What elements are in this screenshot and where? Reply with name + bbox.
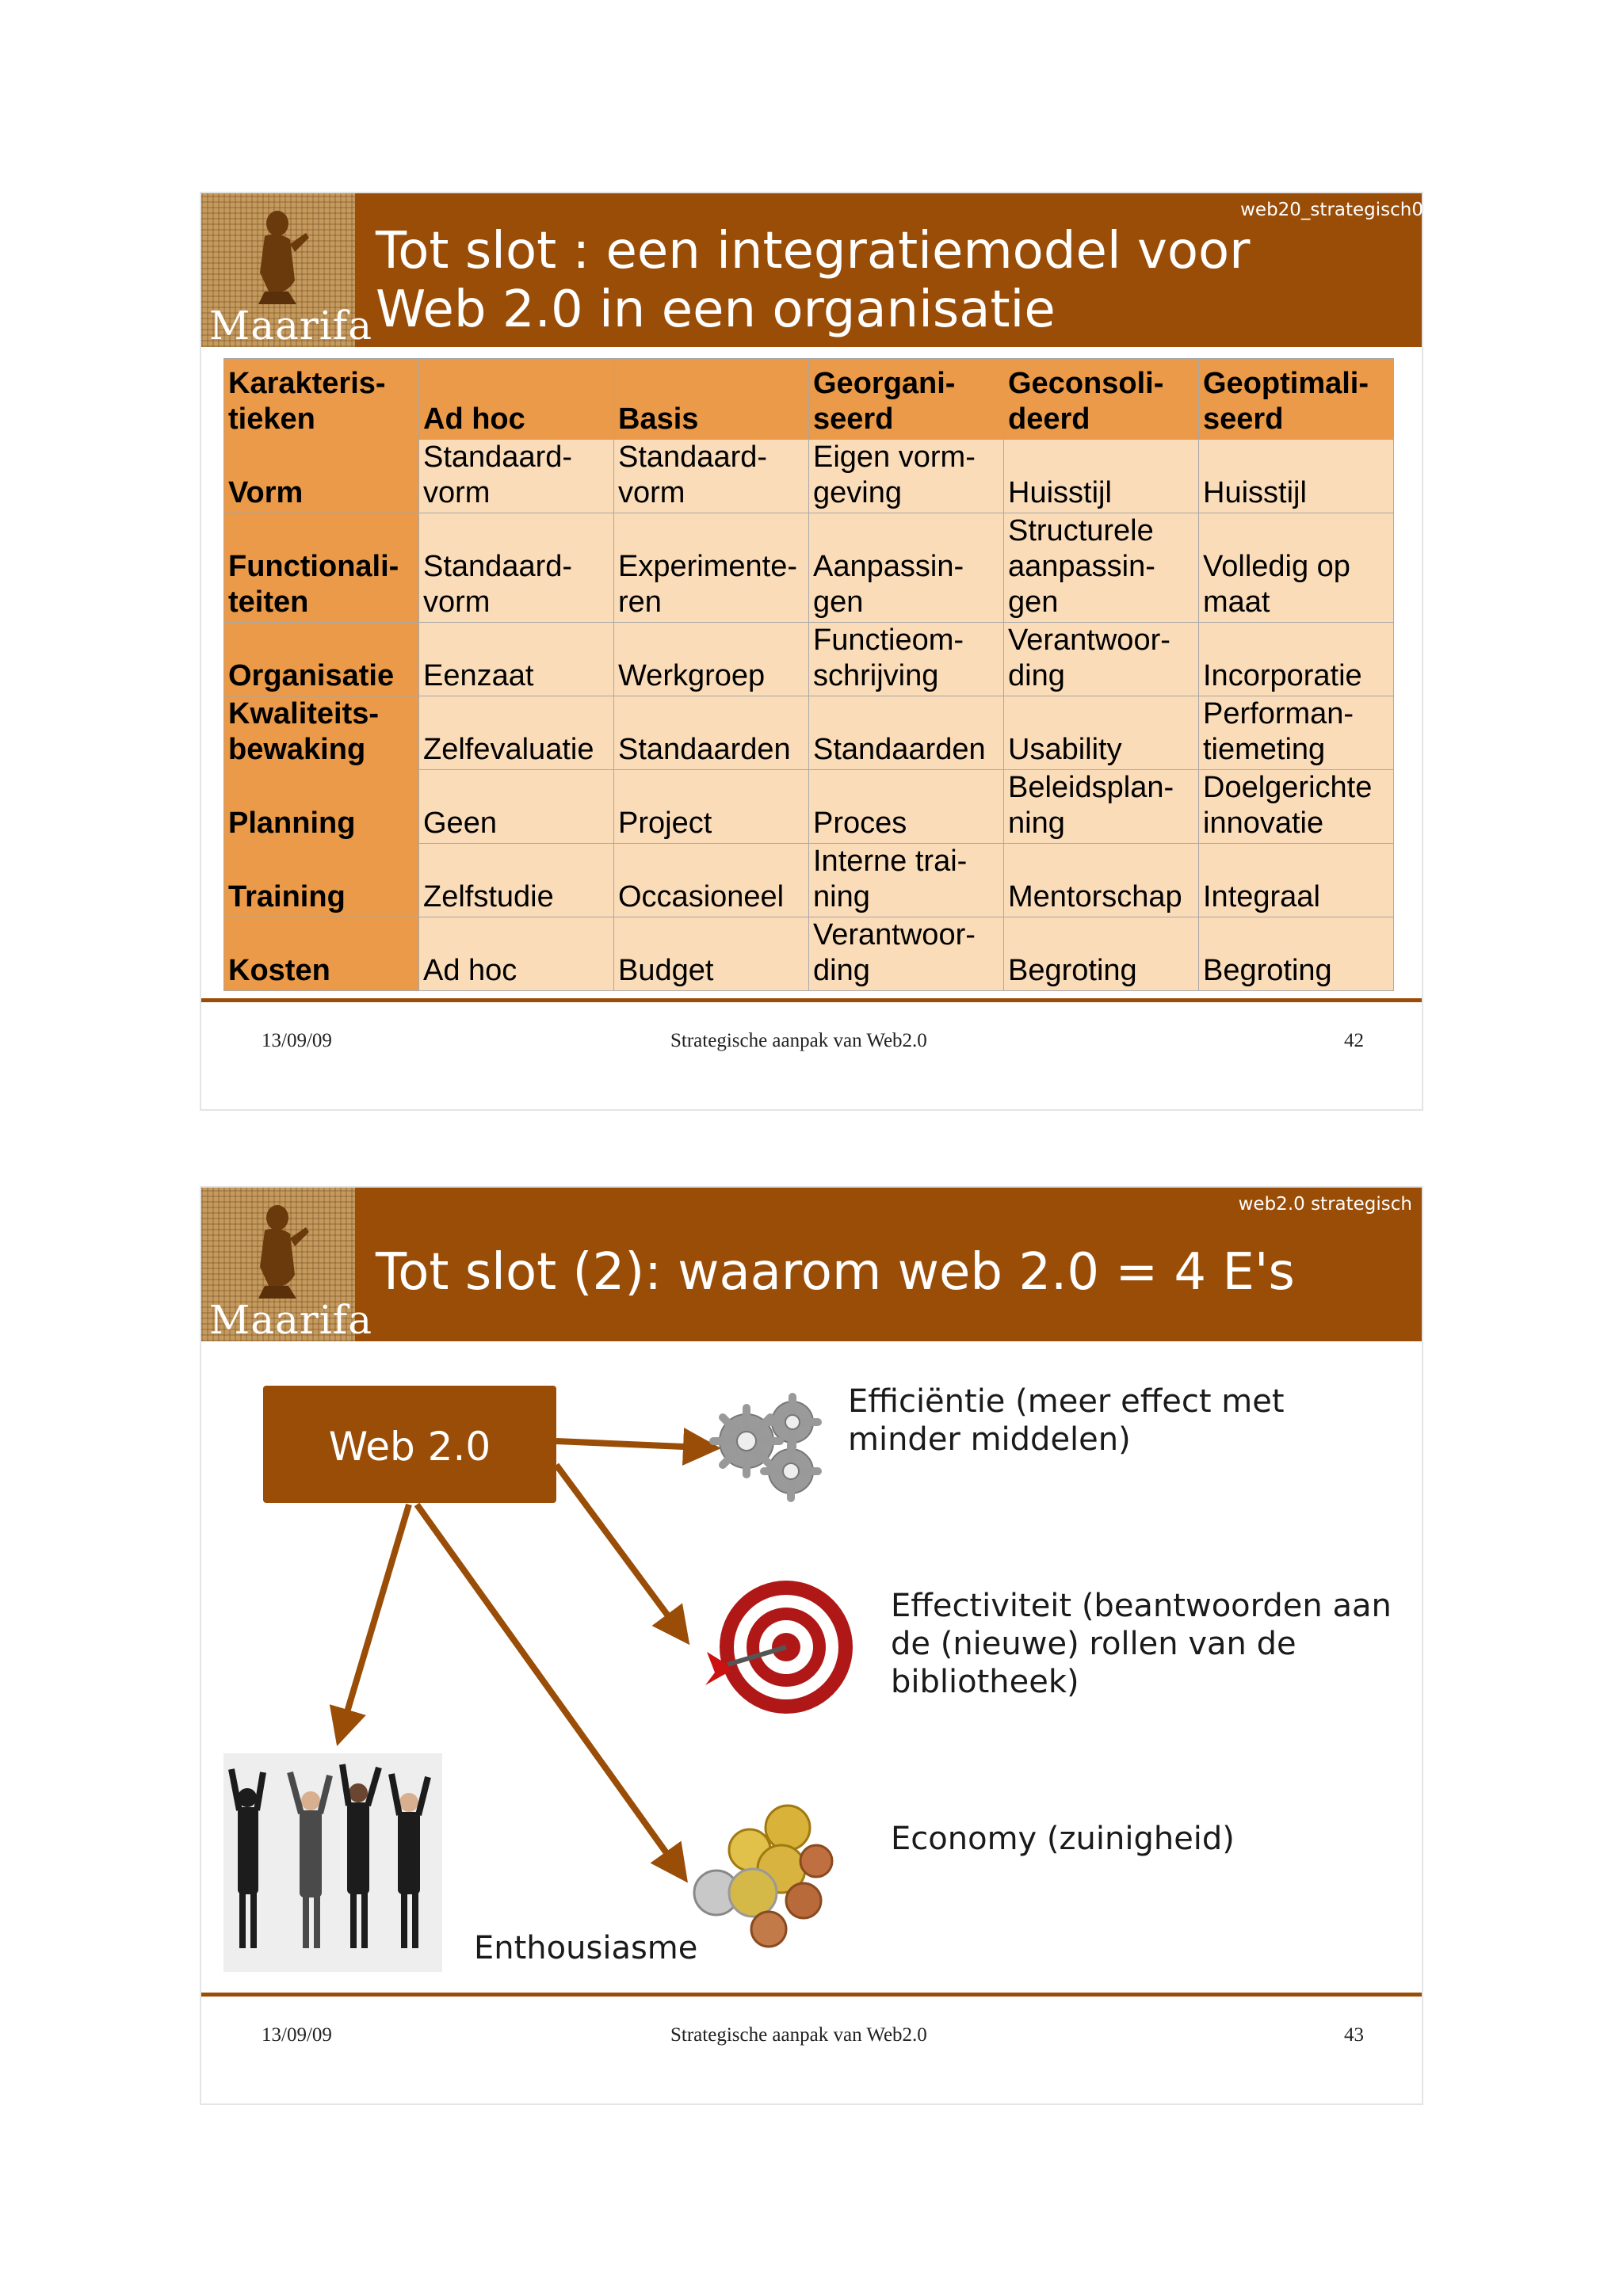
row-header: Kwaliteits- bewaking	[224, 696, 419, 770]
row-header: Planning	[224, 770, 419, 844]
table-row	[224, 770, 1394, 844]
page-number: 43	[1344, 2024, 1364, 2046]
table-cell: Geen	[419, 770, 614, 844]
slide-43	[200, 1186, 1423, 2105]
column-header: Basis	[614, 359, 809, 440]
table-cell: Budget	[614, 917, 809, 991]
table-cell: Werkgroep	[614, 623, 809, 696]
table-cell: Standaard- vorm	[614, 440, 809, 513]
table-row	[224, 513, 1394, 623]
table-cell: Huisstijl	[1004, 440, 1199, 513]
table-cell: Verantwoor- ding	[1004, 623, 1199, 696]
web20-label: Web 2.0	[328, 1424, 491, 1470]
table-cell: Beleidsplan- ning	[1004, 770, 1199, 844]
table-cell: Structurele aanpassin- gen	[1004, 513, 1199, 623]
table-cell: Zelfstudie	[419, 844, 614, 917]
maarifa-logo	[201, 193, 373, 349]
logo-text: Maarifa	[209, 303, 373, 349]
table-cell: Zelfevaluatie	[419, 696, 614, 770]
arrow-to-enthusiasm	[342, 1505, 409, 1728]
table-cell: Huisstijl	[1199, 440, 1394, 513]
arrow-to-economy	[417, 1505, 677, 1867]
enthusiasm-text: Enthousiasme	[474, 1930, 698, 1966]
table-cell: Incorporatie	[1199, 623, 1394, 696]
table-cell: Integraal	[1199, 844, 1394, 917]
table-cell: Aanpassin- gen	[809, 513, 1004, 623]
footer-rule	[201, 1993, 1422, 1997]
table-cell: Volledig op maat	[1199, 513, 1394, 623]
target-dart-icon	[699, 1576, 857, 1718]
row-header: Kosten	[224, 917, 419, 991]
row-header: Training	[224, 844, 419, 917]
column-header: Geconsoli- deerd	[1004, 359, 1199, 440]
slide-tag: web2.0 strategisch	[1238, 1194, 1412, 1215]
row-header: Organisatie	[224, 623, 419, 696]
title-line: Tot slot : een integratiemodel voor	[376, 222, 1251, 280]
footer-date: 13/09/09	[262, 1030, 332, 1051]
table-cell: Standaard- vorm	[419, 513, 614, 623]
table-row	[224, 917, 1394, 991]
table-cell: Begroting	[1199, 917, 1394, 991]
economy-text: Economy (zuinigheid)	[891, 1821, 1235, 1857]
slide-title: Tot slot (2): waarom web 2.0 = 4 E's	[376, 1243, 1295, 1302]
table-cell: Eigen vorm- geving	[809, 440, 1004, 513]
row-header: Functionali- teiten	[224, 513, 419, 623]
table-row	[224, 844, 1394, 917]
column-header: Georgani- seerd	[809, 359, 1004, 440]
efficiency-text: Efficiëntie (meer effect met minder middelen)	[848, 1383, 1285, 1458]
table-cell: Functieom- schrijving	[809, 623, 1004, 696]
table-header-row	[224, 359, 1394, 440]
table-cell: Verantwoor- ding	[809, 917, 1004, 991]
table-cell: Standaarden	[614, 696, 809, 770]
table-cell: Occasioneel	[614, 844, 809, 917]
integration-model-table	[223, 358, 1394, 991]
table-cell: Experimente- ren	[614, 513, 809, 623]
table-row	[224, 440, 1394, 513]
footer-title: Strategische aanpak van Web2.0	[670, 1030, 927, 1051]
column-header: Karakteris- tieken	[224, 359, 419, 440]
slide-tag: web20_strategisch0	[1240, 200, 1423, 220]
table-cell: Mentorschap	[1004, 844, 1199, 917]
slide-header	[201, 193, 1422, 347]
table-row	[224, 696, 1394, 770]
table-cell: Ad hoc	[419, 917, 614, 991]
jumping-people-image	[223, 1753, 442, 1972]
table-cell: Doelgerichte innovatie	[1199, 770, 1394, 844]
table-row	[224, 623, 1394, 696]
table-cell: Usability	[1004, 696, 1199, 770]
table-cell: Proces	[809, 770, 1004, 844]
column-header: Ad hoc	[419, 359, 614, 440]
web20-box	[263, 1386, 556, 1503]
logo-text: Maarifa	[209, 1297, 373, 1343]
footer-rule	[201, 998, 1422, 1002]
table-cell: Standaard- vorm	[419, 440, 614, 513]
title-line: Web 2.0 in een organisatie	[376, 280, 1056, 339]
slide-42	[200, 192, 1423, 1111]
page-number: 42	[1344, 1030, 1364, 1051]
arrow-to-efficiency	[556, 1441, 702, 1447]
gears-icon	[699, 1386, 834, 1505]
column-header: Geoptimali- seerd	[1199, 359, 1394, 440]
table-cell: Performan- tiemeting	[1199, 696, 1394, 770]
table-cell: Project	[614, 770, 809, 844]
footer-date: 13/09/09	[262, 2024, 332, 2046]
arrow-to-effectiveness	[556, 1465, 678, 1630]
footer-title: Strategische aanpak van Web2.0	[670, 2024, 927, 2046]
coins-icon	[685, 1798, 843, 1948]
table-cell: Eenzaat	[419, 623, 614, 696]
slide-title	[376, 222, 1250, 339]
table-cell: Standaarden	[809, 696, 1004, 770]
row-header: Vorm	[224, 440, 419, 513]
table-cell: Interne trai- ning	[809, 844, 1004, 917]
table-cell: Begroting	[1004, 917, 1199, 991]
effectiveness-text: Effectiviteit (beantwoorden aan de (nieuwe) rollen van de bibliotheek)	[891, 1588, 1392, 1700]
